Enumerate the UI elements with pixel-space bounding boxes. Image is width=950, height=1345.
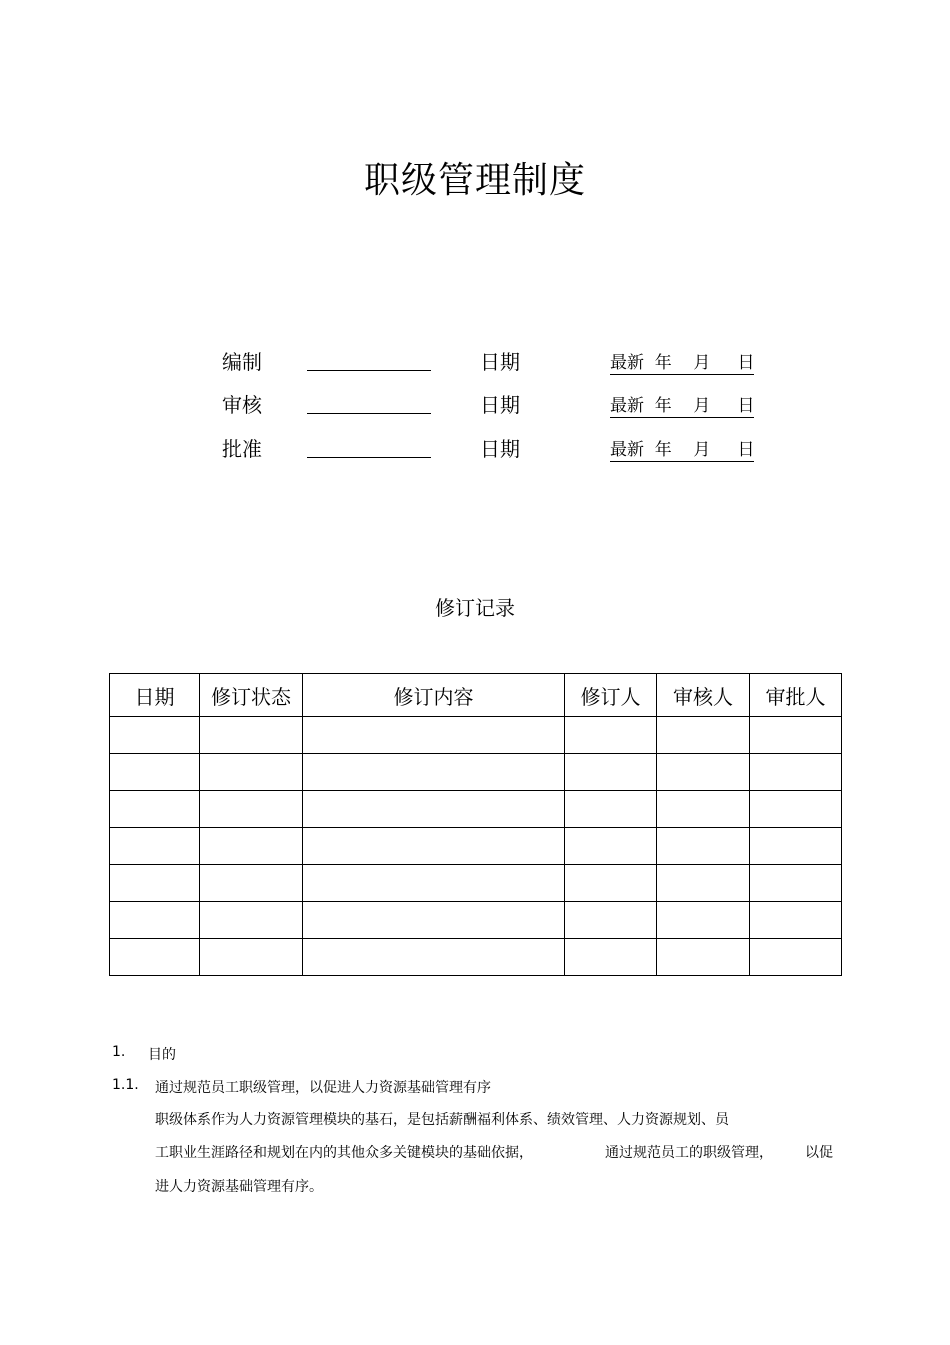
paragraph-line: 工职业生涯路径和规划在内的其他众多关键模块的基础依据， <box>155 1145 533 1161</box>
date-label: 日期 <box>480 393 520 417</box>
paragraph-line: 通过规范员工的职级管理， <box>605 1145 773 1161</box>
paragraph-line: 进人力资源基础管理有序。 <box>155 1179 323 1195</box>
signature-line <box>307 413 431 414</box>
sign-row-review <box>222 389 782 419</box>
header-reviewer: 审核人 <box>657 674 750 717</box>
date-label: 日期 <box>480 437 520 461</box>
date-value: 最新 年 月 日 <box>610 348 754 375</box>
sign-label: 审核 <box>222 393 262 417</box>
section-1-title: 目的 <box>148 1047 176 1063</box>
table-cell <box>200 717 303 754</box>
paragraph-line: 以促 <box>805 1145 833 1161</box>
table-cell <box>657 828 750 865</box>
revision-record-title: 修订记录 <box>435 596 515 620</box>
table-cell <box>200 865 303 902</box>
table-cell <box>110 754 200 791</box>
header-content: 修订内容 <box>303 674 565 717</box>
table-row <box>110 828 842 865</box>
table-cell <box>565 902 657 939</box>
table-row <box>110 939 842 976</box>
table-cell <box>303 902 565 939</box>
sign-label: 编制 <box>222 350 262 374</box>
table-cell <box>750 939 842 976</box>
table-cell <box>110 791 200 828</box>
sign-row-approve <box>222 433 782 463</box>
table-row <box>110 902 842 939</box>
table-cell <box>303 939 565 976</box>
table-cell <box>110 865 200 902</box>
date-label: 日期 <box>480 350 520 374</box>
table-cell <box>657 754 750 791</box>
table-cell <box>200 828 303 865</box>
table-cell <box>750 865 842 902</box>
table-cell <box>657 865 750 902</box>
table-cell <box>200 791 303 828</box>
sign-label: 批准 <box>222 437 262 461</box>
signature-line <box>307 457 431 458</box>
signature-line <box>307 370 431 371</box>
table-cell <box>303 828 565 865</box>
section-1-1-title: 通过规范员工职级管理，以促进人力资源基础管理有序 <box>155 1080 491 1096</box>
table-cell <box>565 717 657 754</box>
table-cell <box>200 754 303 791</box>
section-1-number: 1. <box>112 1044 126 1060</box>
table-cell <box>750 902 842 939</box>
table-cell <box>750 791 842 828</box>
table-cell <box>565 754 657 791</box>
table-cell <box>750 828 842 865</box>
table-cell <box>110 939 200 976</box>
table-cell <box>657 791 750 828</box>
table-cell <box>750 717 842 754</box>
table-cell <box>303 754 565 791</box>
header-reviser: 修订人 <box>565 674 657 717</box>
table-header-row <box>110 674 842 717</box>
sign-row-compile <box>222 346 782 376</box>
table-cell <box>110 717 200 754</box>
table-cell <box>303 865 565 902</box>
table-cell <box>565 865 657 902</box>
table-cell <box>657 717 750 754</box>
table-cell <box>565 791 657 828</box>
table-cell <box>657 902 750 939</box>
table-cell <box>303 717 565 754</box>
table-cell <box>565 828 657 865</box>
table-cell <box>110 828 200 865</box>
table-cell <box>750 754 842 791</box>
table-row <box>110 717 842 754</box>
date-value: 最新 年 月 日 <box>610 391 754 418</box>
section-1-1-number: 1.1. <box>112 1077 139 1093</box>
table-cell <box>657 939 750 976</box>
table-row <box>110 754 842 791</box>
table-cell <box>303 791 565 828</box>
paragraph-line: 职级体系作为人力资源管理模块的基石，是包括薪酬福利体系、绩效管理、人力资源规划、员 <box>155 1112 729 1128</box>
table-cell <box>200 902 303 939</box>
header-status: 修订状态 <box>200 674 303 717</box>
header-date: 日期 <box>110 674 200 717</box>
date-value: 最新 年 月 日 <box>610 435 754 462</box>
table-row <box>110 791 842 828</box>
table-cell <box>565 939 657 976</box>
table-row <box>110 865 842 902</box>
document-title: 职级管理制度 <box>363 160 586 201</box>
table-cell <box>110 902 200 939</box>
table-cell <box>200 939 303 976</box>
header-approver: 审批人 <box>750 674 842 717</box>
revision-table <box>109 673 842 976</box>
